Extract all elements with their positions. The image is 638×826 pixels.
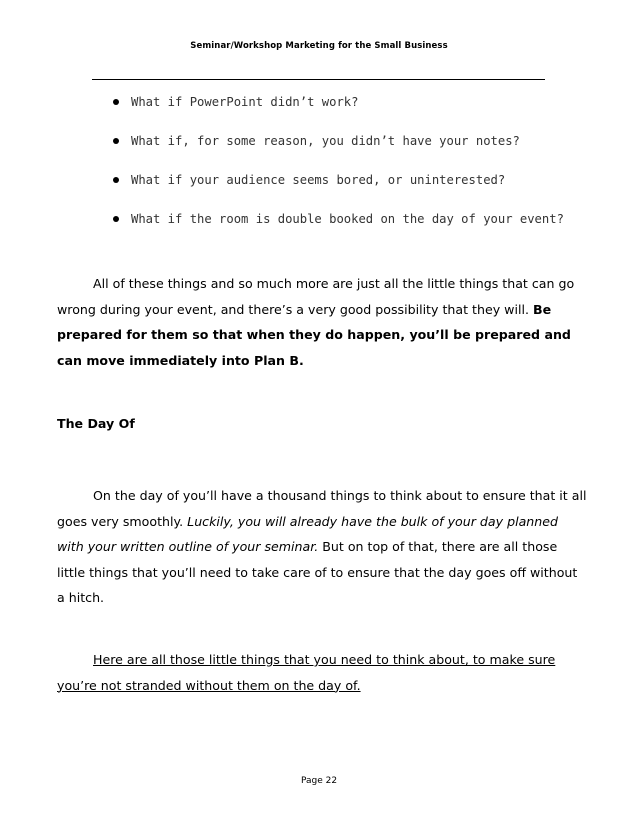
bullet-dot-icon: [113, 177, 119, 183]
header-divider: [92, 79, 545, 80]
bullet-dot-icon: [113, 216, 119, 222]
paragraph-italic-text: Luckily, you will already have the bulk of your day planned with your written outline of your seminar.: [57, 513, 559, 554]
paragraph-text: But on top of that, there are all those little things that you’ll need to take care of to ensure that the day goes off without a hitch.: [57, 539, 578, 605]
paragraph-checklist-intro: [57, 647, 587, 698]
paragraph-underlined-text: Here are all those little things that you need to think about, to make sure you’re not stranded without them on the day of.: [57, 652, 556, 693]
paragraph-possible-problems: [57, 271, 587, 373]
paragraph-day-of: [57, 483, 587, 611]
bullet-text: What if, for some reason, you didn’t have your notes?: [131, 134, 520, 148]
bullet-item: [100, 170, 564, 209]
section-heading: The Day Of: [57, 416, 135, 431]
bullet-dot-icon: [113, 138, 119, 144]
paragraph-text: All of these things and so much more are just all the little things that can go wrong during your event, and there’s a very good possibility that they will.: [57, 276, 575, 317]
page-number: Page 22: [300, 776, 338, 786]
paragraph-bold-text: Be prepared for them so that when they do happen, you’ll be prepared and can move immediately into Plan B.: [57, 301, 571, 368]
bullet-item: [100, 209, 564, 248]
bullet-text: What if the room is double booked on the day of your event?: [131, 212, 564, 226]
bullet-dot-icon: [113, 99, 119, 105]
bullet-text: What if your audience seems bored, or uninterested?: [131, 173, 506, 187]
bullet-item: [100, 92, 564, 131]
paragraph-text: On the day of you’ll have a thousand things to think about to ensure that it all goes very smoothly.: [57, 488, 587, 529]
bullet-text: What if PowerPoint didn’t work?: [131, 95, 359, 109]
bullet-list: [100, 92, 564, 248]
page-header-title: Seminar/Workshop Marketing for the Small Business: [190, 41, 448, 51]
bullet-item: [100, 131, 564, 170]
